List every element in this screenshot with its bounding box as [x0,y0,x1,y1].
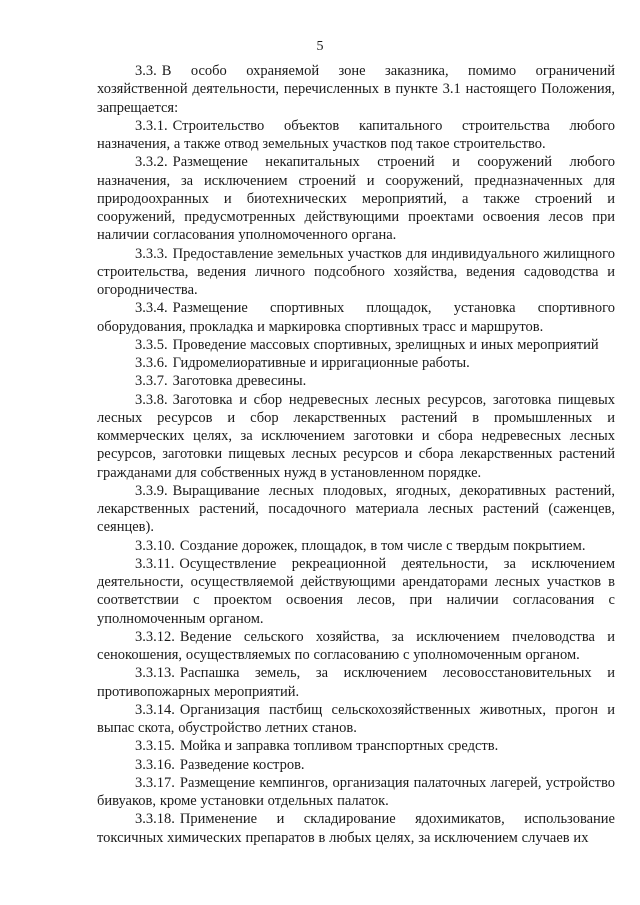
paragraph-number: 3.3.14. [135,701,175,718]
paragraph-number: 3.3.3. [135,245,168,262]
paragraph-text: Размещение спортивных площадок, установка спортивного оборудования, прокладка и маркировка спортивных трасс и маршрутов. [97,300,615,335]
paragraph-number: 3.3.13. [135,665,175,682]
paragraph-number: 3.3.17. [135,774,175,791]
paragraph-number: 3.3.7. [135,373,168,390]
paragraph-text: Ведение сельского хозяйства, за исключением пчеловодства и сенокошения, осуществляемых по согласованию с уполномоченным органом. [97,628,615,663]
paragraph-number: 3.3.12. [135,628,175,645]
paragraph-text: Распашка земель, за исключением лесовосстановительных и противопожарных мероприятий. [97,665,615,700]
paragraph-3-3-18 [97,810,615,847]
paragraph-number: 3.3.4. [135,300,168,317]
paragraph-3-3-11 [97,555,615,628]
paragraph-3-3-3 [97,245,615,300]
paragraph-text: Организация пастбищ сельскохозяйственных животных, прогон и выпас скота, обустройство летних станов. [97,701,615,736]
paragraph-3-3-5 [97,336,615,354]
paragraph-number: 3.3.10. [135,537,175,554]
paragraph-number: 3.3.16. [135,756,175,773]
paragraph-text: Размещение некапитальных строений и сооружений любого назначения, за исключением строений и сооружений, предназначенных для природоохранных и биотехнических мероприятий, а также строений и сооружений, предусмотренных действующими проектами освоения лесов при наличии согласования уполномоченного органа. [97,154,615,244]
paragraph-3-3-7 [97,372,615,390]
paragraph-number: 3.3.18. [135,811,175,828]
paragraph-text: Выращивание лесных плодовых, ягодных, декоративных растений, лекарственных растений, посадочного материала лесных растений (саженцев, сеянцев). [97,482,615,536]
paragraph-number: 3.3.6. [135,355,168,371]
paragraph-text: Строительство объектов капитального строительства любого назначения, а также отвод земельных участков под такое строительство. [97,117,615,152]
paragraph-text: Гидромелиоративные и ирригационные работы. [172,355,470,371]
paragraph-number: 3.3.8. [135,391,168,408]
paragraph-3-3-6 [97,354,615,372]
paragraph-3-3-2 [97,153,615,244]
paragraph-3-3 [97,62,615,117]
paragraph-number: 3.3.2. [135,154,168,171]
paragraph-number: 3.3.11. [135,555,175,572]
paragraph-number: 3.3.9. [135,482,168,499]
document-body [97,62,615,847]
paragraph-number: 3.3.5. [135,336,168,353]
paragraph-text: Мойка и заправка топливом транспортных средств. [179,738,499,755]
paragraph-3-3-17 [97,774,615,811]
paragraph-3-3-15 [97,737,615,755]
paragraph-text: Разведение костров. [179,756,305,773]
paragraph-text: Создание дорожек, площадок, в том числе с твердым покрытием. [179,537,586,554]
paragraph-number: 3.3.15. [135,738,175,755]
paragraph-text: Предоставление земельных участков для индивидуального жилищного строительства, ведения личного подсобного хозяйства, ведения садоводства и огородничества. [97,245,615,298]
paragraph-3-3-1 [97,117,615,154]
paragraph-3-3-10 [97,537,615,555]
paragraph-3-3-12 [97,628,615,665]
paragraph-3-3-8 [97,391,615,482]
paragraph-text: Заготовка и сбор недревесных лесных ресурсов, заготовка пищевых лесных ресурсов и сбор лекарственных растений в промышленных и коммерческих целях, за исключением заготовки и сбора недревесных лесных ресурсов, заготовки пищевых лесных ресурсов и сбора лекарственных растений гражданами для собственных нужд в установленном порядке. [97,391,615,481]
paragraph-number: 3.3.1. [135,117,168,134]
paragraph-3-3-14 [97,701,615,738]
paragraph-text: Заготовка древесины. [172,373,307,390]
paragraph-3-3-16 [97,756,615,774]
paragraph-text: Применение и складирование ядохимикатов, использование токсичных химических препаратов в любых целях, за исключением случаев их [97,811,615,846]
paragraph-text: В особо охраняемой зоне заказника, помимо ограничений хозяйственной деятельности, перечисленных в пункте 3.1 настоящего Положения, запрещается: [97,63,615,116]
paragraph-text: Размещение кемпингов, организация палаточных лагерей, устройство бивуаков, кроме установки отдельных палаток. [97,774,615,809]
paragraph-3-3-9 [97,482,615,537]
page-number: 5 [316,39,324,54]
paragraph-3-3-4 [97,299,615,336]
paragraph-text: Проведение массовых спортивных, зрелищных и иных мероприятий [172,336,599,353]
paragraph-number: 3.3. [135,63,157,79]
paragraph-3-3-13 [97,664,615,701]
paragraph-text: Осуществление рекреационной деятельности, за исключением деятельности, осуществляемой действующими арендаторами лесных участков в соответствии с проектом освоения лесов, при наличии согласования с уполномоченным органом. [97,555,615,627]
